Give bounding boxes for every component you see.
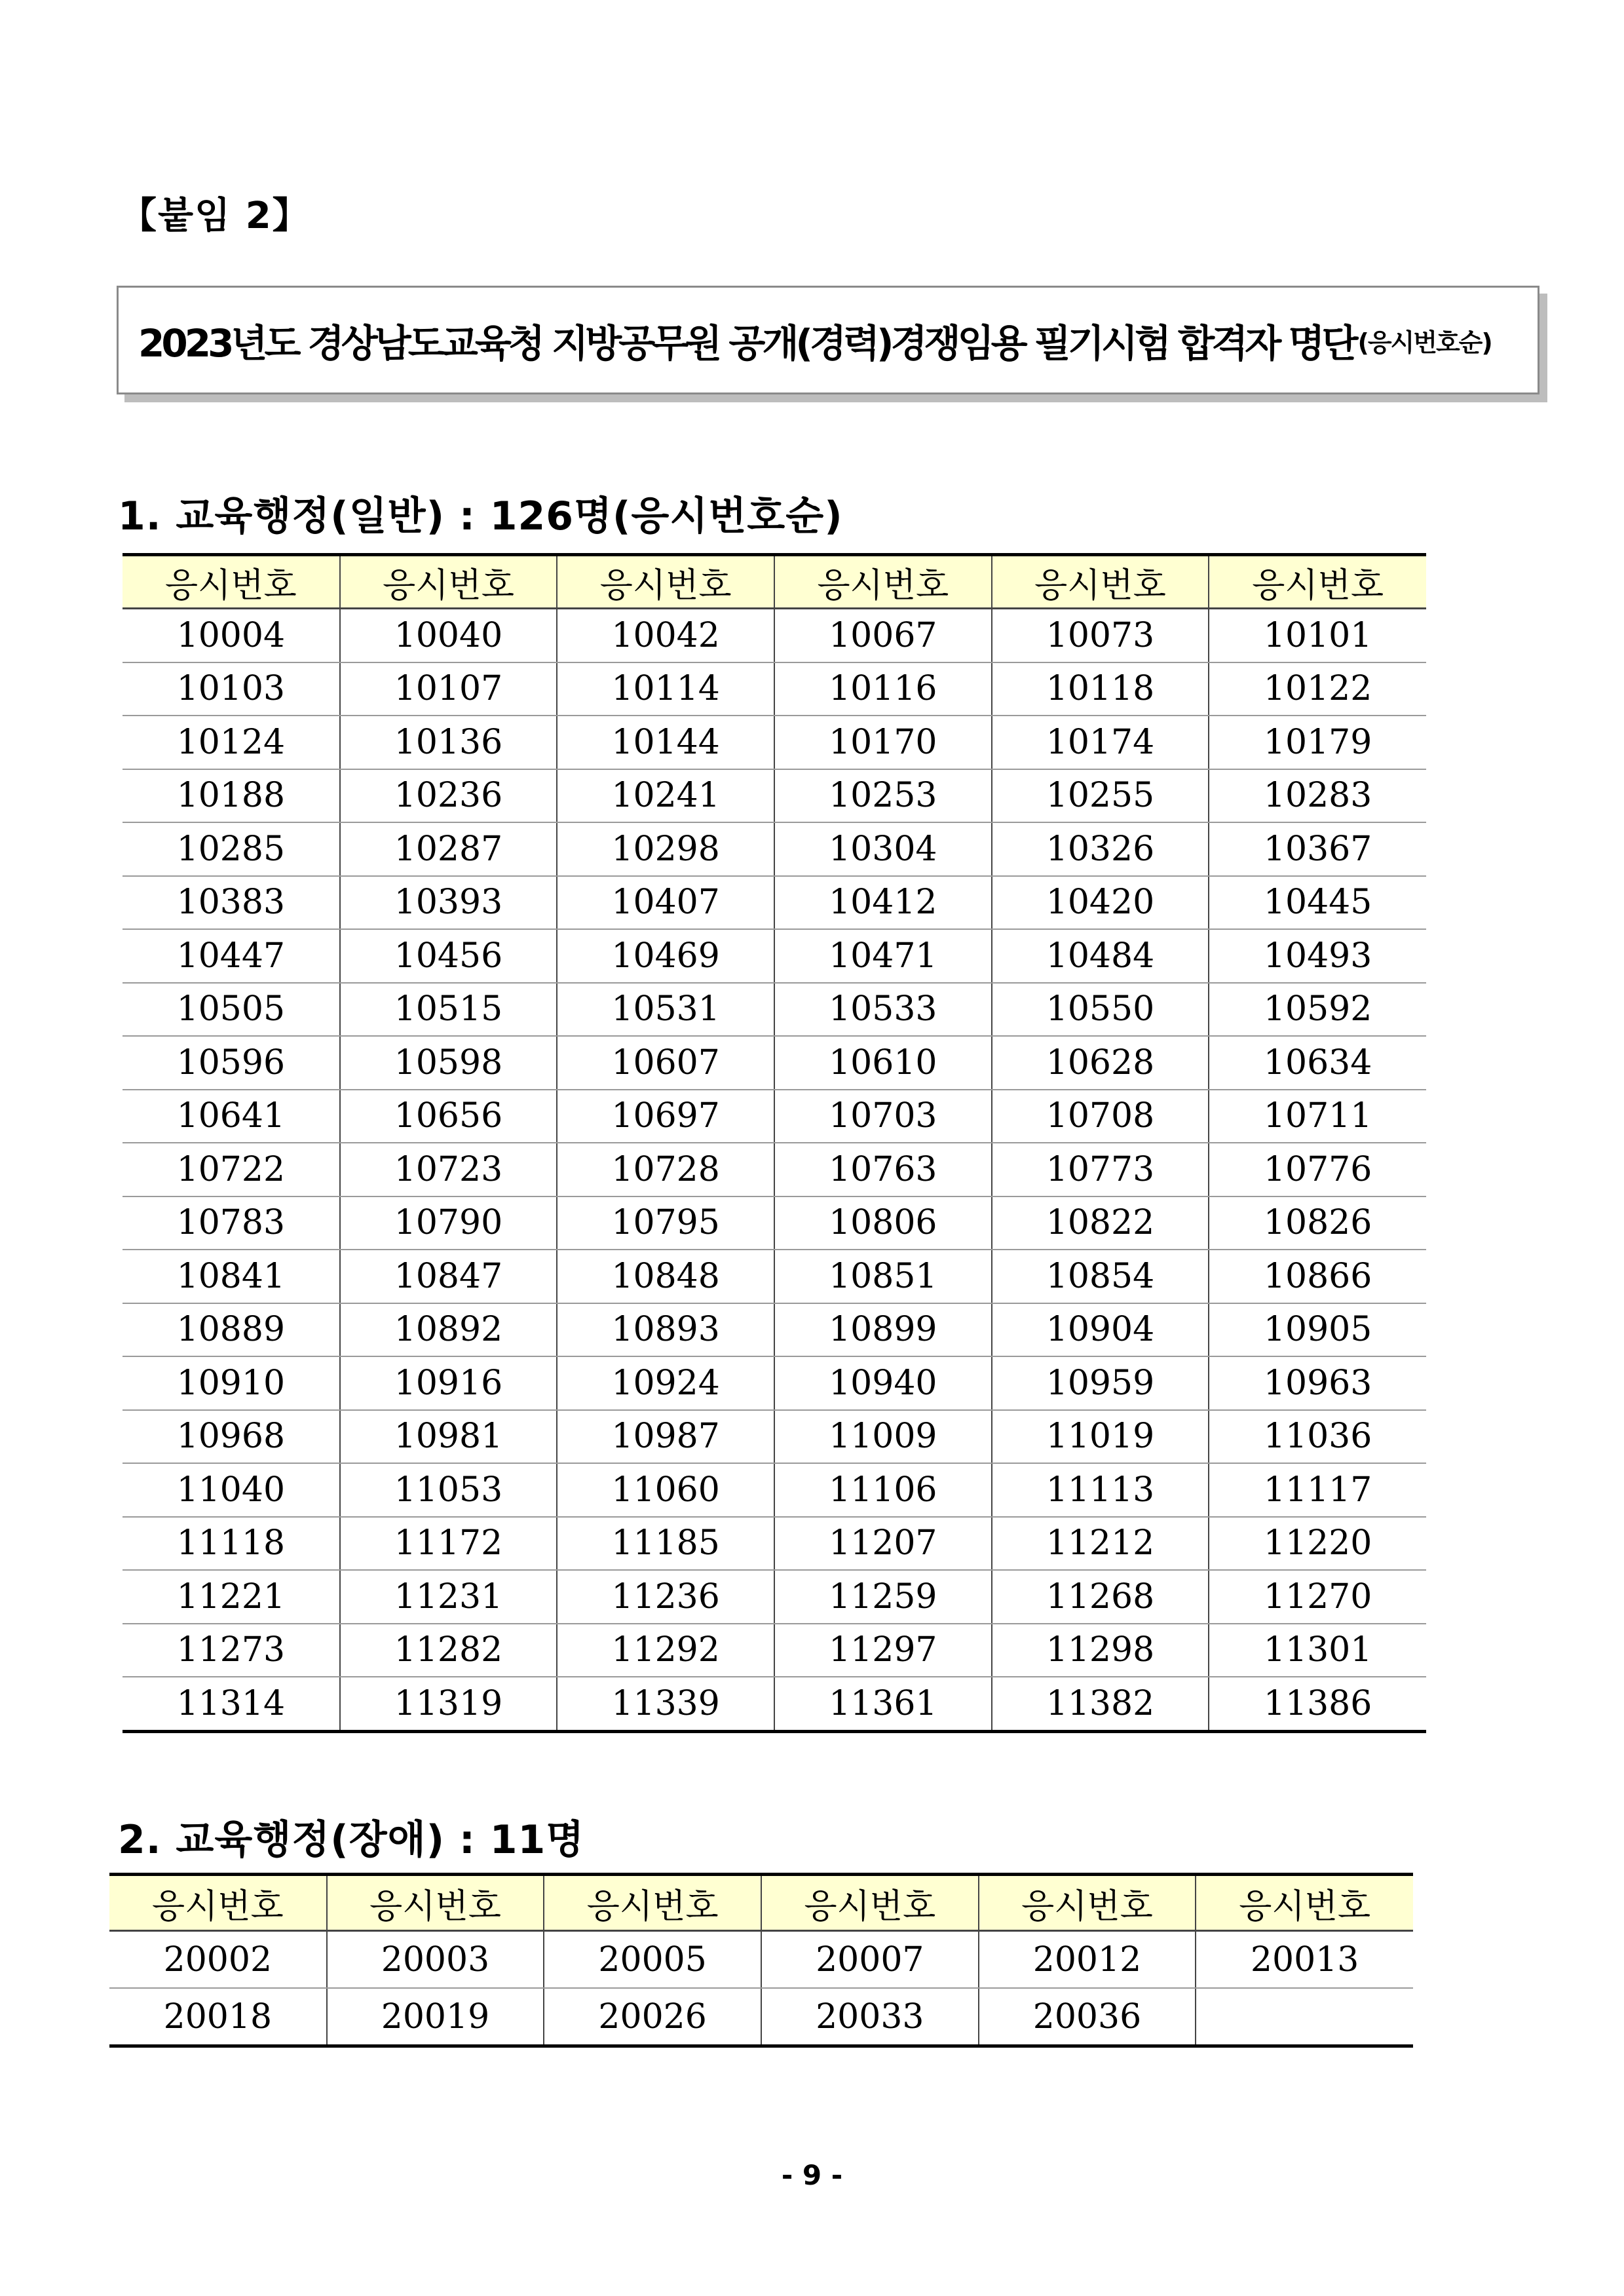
applicant-number-cell: 10607 (557, 1036, 774, 1090)
applicant-number-cell: 10899 (774, 1303, 992, 1357)
applicant-number-cell: 10854 (992, 1250, 1209, 1303)
applicant-number-cell: 20033 (761, 1988, 979, 2046)
table-row (123, 1036, 1426, 1090)
applicant-number-cell: 20003 (327, 1931, 544, 1989)
applicant-number-cell: 10533 (774, 983, 992, 1037)
applicant-number-cell: 10407 (557, 876, 774, 930)
column-header: 응시번호 (327, 1875, 544, 1931)
applicant-number-cell: 10505 (123, 983, 340, 1037)
applicant-number-cell: 10144 (557, 716, 774, 769)
applicant-number-cell: 10367 (1209, 822, 1426, 876)
applicant-number-cell: 10773 (992, 1143, 1209, 1196)
applicant-number-cell: 10968 (123, 1410, 340, 1464)
applicant-number-cell: 10136 (340, 716, 557, 769)
table-row (123, 1624, 1426, 1677)
table-row (123, 1250, 1426, 1303)
column-header: 응시번호 (557, 555, 774, 609)
applicant-number-cell: 10287 (340, 822, 557, 876)
applicant-number-cell: 10420 (992, 876, 1209, 930)
applicant-number-cell: 10118 (992, 662, 1209, 716)
applicant-number-cell: 20026 (544, 1988, 761, 2046)
applicant-number-cell: 11220 (1209, 1517, 1426, 1571)
applicant-number-cell: 10783 (123, 1196, 340, 1250)
table-header-row (123, 555, 1426, 609)
column-header: 응시번호 (544, 1875, 761, 1931)
applicant-number-cell: 11273 (123, 1624, 340, 1677)
applicant-number-cell: 10822 (992, 1196, 1209, 1250)
applicant-number-cell: 10174 (992, 716, 1209, 769)
section-2-heading: 2. 교육행정(장애) : 11명 (118, 1817, 585, 1863)
applicant-number-cell: 11314 (123, 1677, 340, 1731)
applicant-number-cell: 10851 (774, 1250, 992, 1303)
applicant-number-cell: 10447 (123, 929, 340, 983)
table-row (123, 876, 1426, 930)
applicant-number-cell: 11282 (340, 1624, 557, 1677)
applicant-number-cell: 10255 (992, 769, 1209, 823)
applicant-number-cell: 10826 (1209, 1196, 1426, 1250)
applicant-number-cell: 11019 (992, 1410, 1209, 1464)
applicant-number-cell: 20036 (979, 1988, 1196, 2046)
table-row (123, 609, 1426, 662)
column-header: 응시번호 (123, 555, 340, 609)
document-title: 2023년도 경상남도교육청 지방공무원 공개(경력)경쟁임용 필기시험 합격자 명단 (138, 321, 1355, 366)
applicant-number-cell: 11221 (123, 1570, 340, 1624)
applicant-number-cell: 10493 (1209, 929, 1426, 983)
applicant-number-cell: 11172 (340, 1517, 557, 1571)
table-row (123, 1517, 1426, 1571)
applicant-number-cell: 10722 (123, 1143, 340, 1196)
applicant-number-cell (1196, 1988, 1413, 2046)
applicant-number-cell: 10515 (340, 983, 557, 1037)
applicant-number-cell: 11298 (992, 1624, 1209, 1677)
attachment-label: 【붙임 2】 (120, 195, 311, 237)
applicant-number-cell: 10170 (774, 716, 992, 769)
table-row (123, 716, 1426, 769)
table-row (123, 769, 1426, 823)
applicant-number-cell: 10697 (557, 1090, 774, 1143)
applicant-number-cell: 10531 (557, 983, 774, 1037)
applicant-number-cell: 20012 (979, 1931, 1196, 1989)
applicant-number-cell: 11236 (557, 1570, 774, 1624)
applicant-number-cell: 11118 (123, 1517, 340, 1571)
applicant-number-cell: 10910 (123, 1356, 340, 1410)
applicant-number-cell: 10656 (340, 1090, 557, 1143)
table-row (123, 1303, 1426, 1357)
applicant-number-cell: 11301 (1209, 1624, 1426, 1677)
applicant-number-cell: 10963 (1209, 1356, 1426, 1410)
applicant-number-cell: 20013 (1196, 1931, 1413, 1989)
applicant-number-cell: 10703 (774, 1090, 992, 1143)
applicant-number-cell: 11268 (992, 1570, 1209, 1624)
applicant-number-cell: 11382 (992, 1677, 1209, 1731)
applicant-number-cell: 10723 (340, 1143, 557, 1196)
applicant-number-cell: 10067 (774, 609, 992, 662)
column-header: 응시번호 (992, 555, 1209, 609)
applicant-number-cell: 11212 (992, 1517, 1209, 1571)
applicant-number-cell: 10298 (557, 822, 774, 876)
applicant-number-cell: 11319 (340, 1677, 557, 1731)
applicant-number-cell: 10484 (992, 929, 1209, 983)
applicant-number-cell: 10304 (774, 822, 992, 876)
applicant-number-cell: 10596 (123, 1036, 340, 1090)
applicant-number-cell: 10283 (1209, 769, 1426, 823)
applicant-number-cell: 10179 (1209, 716, 1426, 769)
applicant-number-cell: 10841 (123, 1250, 340, 1303)
applicant-number-cell: 10763 (774, 1143, 992, 1196)
applicant-number-cell: 11386 (1209, 1677, 1426, 1731)
table-row (123, 1570, 1426, 1624)
table-row (123, 929, 1426, 983)
applicant-number-cell: 11113 (992, 1463, 1209, 1517)
applicant-number-cell: 10445 (1209, 876, 1426, 930)
section-2-table (109, 1873, 1413, 2048)
applicant-number-cell: 11259 (774, 1570, 992, 1624)
applicant-number-cell: 10641 (123, 1090, 340, 1143)
applicant-number-cell: 10116 (774, 662, 992, 716)
applicant-number-cell: 10904 (992, 1303, 1209, 1357)
applicant-number-cell: 11361 (774, 1677, 992, 1731)
applicant-number-cell: 10806 (774, 1196, 992, 1250)
table-row (123, 1677, 1426, 1731)
applicant-number-cell: 11185 (557, 1517, 774, 1571)
applicant-number-cell: 11297 (774, 1624, 992, 1677)
table-row (109, 1931, 1413, 1989)
applicant-number-cell: 10236 (340, 769, 557, 823)
applicant-number-cell: 10103 (123, 662, 340, 716)
table-row (109, 1988, 1413, 2046)
applicant-number-cell: 10728 (557, 1143, 774, 1196)
applicant-number-cell: 10776 (1209, 1143, 1426, 1196)
applicant-number-cell: 10004 (123, 609, 340, 662)
table-row (123, 1356, 1426, 1410)
applicant-number-cell: 10847 (340, 1250, 557, 1303)
applicant-number-cell: 11053 (340, 1463, 557, 1517)
document-title-box (117, 286, 1539, 394)
applicant-number-cell: 10412 (774, 876, 992, 930)
applicant-number-cell: 10107 (340, 662, 557, 716)
applicant-number-cell: 10905 (1209, 1303, 1426, 1357)
applicant-number-cell: 10848 (557, 1250, 774, 1303)
applicant-number-cell: 11106 (774, 1463, 992, 1517)
applicant-number-cell: 10040 (340, 609, 557, 662)
applicant-number-cell: 10114 (557, 662, 774, 716)
column-header: 응시번호 (1209, 555, 1426, 609)
applicant-number-cell: 10469 (557, 929, 774, 983)
applicant-number-cell: 20005 (544, 1931, 761, 1989)
applicant-number-cell: 10959 (992, 1356, 1209, 1410)
table-row (123, 983, 1426, 1037)
document-title-suffix: (응시번호순) (1357, 328, 1492, 357)
applicant-number-cell: 10471 (774, 929, 992, 983)
applicant-number-cell: 11292 (557, 1624, 774, 1677)
column-header: 응시번호 (979, 1875, 1196, 1931)
table-row (123, 1196, 1426, 1250)
applicant-number-cell: 11036 (1209, 1410, 1426, 1464)
applicant-number-cell: 10383 (123, 876, 340, 930)
column-header: 응시번호 (761, 1875, 979, 1931)
applicant-number-cell: 10285 (123, 822, 340, 876)
applicant-number-cell: 10122 (1209, 662, 1426, 716)
applicant-number-cell: 20018 (109, 1988, 327, 2046)
column-header: 응시번호 (774, 555, 992, 609)
applicant-number-cell: 10253 (774, 769, 992, 823)
page-number: - 9 - (781, 2159, 843, 2191)
applicant-number-cell: 10866 (1209, 1250, 1426, 1303)
applicant-number-cell: 11060 (557, 1463, 774, 1517)
applicant-number-cell: 11231 (340, 1570, 557, 1624)
applicant-number-cell: 10916 (340, 1356, 557, 1410)
table-row (123, 1143, 1426, 1196)
applicant-number-cell: 10711 (1209, 1090, 1426, 1143)
applicant-number-cell: 10124 (123, 716, 340, 769)
table-row (123, 1090, 1426, 1143)
table-row (123, 1410, 1426, 1464)
applicant-number-cell: 10634 (1209, 1036, 1426, 1090)
applicant-number-cell: 20019 (327, 1988, 544, 2046)
applicant-number-cell: 10628 (992, 1036, 1209, 1090)
applicant-number-cell: 10795 (557, 1196, 774, 1250)
applicant-number-cell: 10981 (340, 1410, 557, 1464)
applicant-number-cell: 11339 (557, 1677, 774, 1731)
column-header: 응시번호 (1196, 1875, 1413, 1931)
applicant-number-cell: 10042 (557, 609, 774, 662)
applicant-number-cell: 10326 (992, 822, 1209, 876)
column-header: 응시번호 (109, 1875, 327, 1931)
applicant-number-cell: 10924 (557, 1356, 774, 1410)
applicant-number-cell: 10101 (1209, 609, 1426, 662)
applicant-number-cell: 10598 (340, 1036, 557, 1090)
applicant-number-cell: 10987 (557, 1410, 774, 1464)
applicant-number-cell: 10940 (774, 1356, 992, 1410)
applicant-number-cell: 10241 (557, 769, 774, 823)
table-row (123, 822, 1426, 876)
applicant-number-cell: 10790 (340, 1196, 557, 1250)
applicant-number-cell: 10708 (992, 1090, 1209, 1143)
table-header-row (109, 1875, 1413, 1931)
applicant-number-cell: 10889 (123, 1303, 340, 1357)
applicant-number-cell: 11009 (774, 1410, 992, 1464)
applicant-number-cell: 10456 (340, 929, 557, 983)
applicant-number-cell: 20007 (761, 1931, 979, 1989)
applicant-number-cell: 11040 (123, 1463, 340, 1517)
applicant-number-cell: 10610 (774, 1036, 992, 1090)
applicant-number-cell: 11207 (774, 1517, 992, 1571)
applicant-number-cell: 10550 (992, 983, 1209, 1037)
section-1-heading: 1. 교육행정(일반) : 126명(응시번호순) (118, 493, 843, 539)
applicant-number-cell: 10592 (1209, 983, 1426, 1037)
applicant-number-cell: 10892 (340, 1303, 557, 1357)
applicant-number-cell: 10393 (340, 876, 557, 930)
table-row (123, 662, 1426, 716)
applicant-number-cell: 20002 (109, 1931, 327, 1989)
section-1-table (123, 553, 1426, 1733)
applicant-number-cell: 11117 (1209, 1463, 1426, 1517)
applicant-number-cell: 10893 (557, 1303, 774, 1357)
column-header: 응시번호 (340, 555, 557, 609)
table-row (123, 1463, 1426, 1517)
applicant-number-cell: 10188 (123, 769, 340, 823)
applicant-number-cell: 11270 (1209, 1570, 1426, 1624)
applicant-number-cell: 10073 (992, 609, 1209, 662)
